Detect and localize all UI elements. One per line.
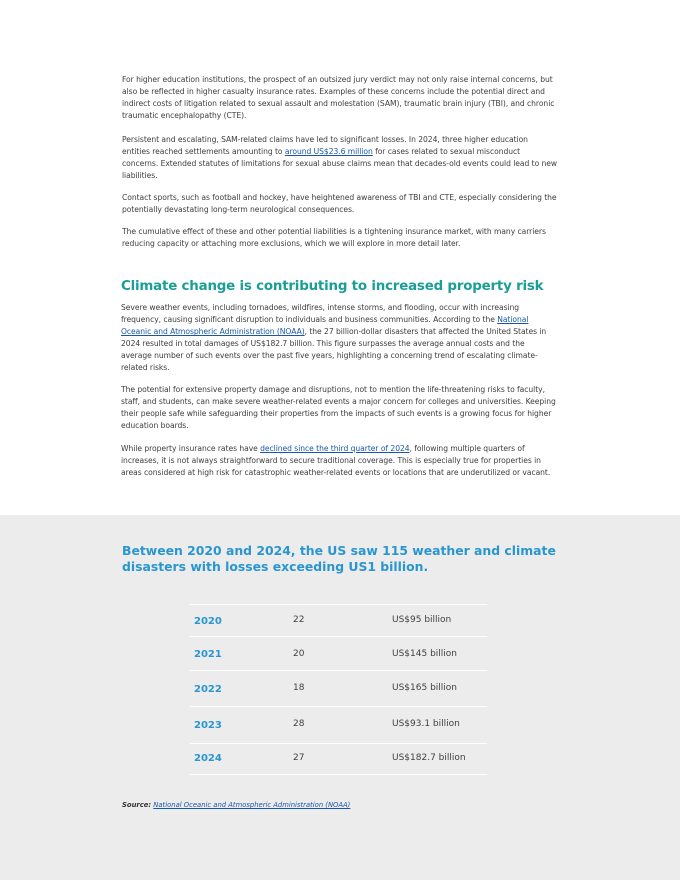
paragraph-text: for cases related to sexual misconduct concerns. Extended statutes of limitations for sexual abuse claims mean that decades-old events could lead to new liabilities. <box>122 147 558 181</box>
source-label: Source: <box>122 801 152 809</box>
count-cell: 28 <box>293 719 305 729</box>
paragraph-liability-concerns <box>122 74 558 122</box>
count-cell: 18 <box>293 683 305 693</box>
losses-cell: US$165 billion <box>392 683 457 693</box>
paragraph-contact-sports <box>122 192 558 216</box>
paragraph-sam-claims <box>122 134 558 182</box>
paragraph-property-damage <box>121 384 557 432</box>
count-cell: 20 <box>293 649 305 659</box>
losses-cell: US$93.1 billion <box>392 719 460 729</box>
table-row <box>190 670 487 707</box>
paragraph-text: Contact sports, such as football and hockey, have heightened awareness of TBI and CTE, especially considering the potentially devastating long-term neurological consequences. <box>122 193 557 215</box>
callout-title: Between 2020 and 2024, the US saw 115 weather and climate disasters with losses exceeding US1 billion. <box>122 543 556 574</box>
losses-cell: US$145 billion <box>392 649 457 659</box>
source-link[interactable]: National Oceanic and Atmospheric Administration (NOAA) <box>153 801 351 809</box>
paragraph-text: For higher education institutions, the prospect of an outsized jury verdict may not only raise internal concerns, but also be reflected in higher casualty insurance rates. Examples of these concerns include the potential direct and indirect costs of litigation related to sexual assault and molestation (SAM), traumatic brain injury (TBI), and chronic traumatic encephalopathy (CTE). <box>122 75 555 121</box>
year-cell: 2023 <box>194 720 222 731</box>
paragraph-severe-weather <box>121 302 557 375</box>
settlements-link[interactable]: around US$23.6 million <box>284 147 373 157</box>
noaa-link[interactable]: National Oceanic and Atmospheric Administration (NOAA) <box>121 315 529 337</box>
table-row <box>190 604 487 637</box>
year-cell: 2020 <box>194 616 222 627</box>
year-cell: 2022 <box>194 684 222 695</box>
table-row <box>190 636 487 671</box>
section-heading: Climate change is contributing to increased property risk <box>121 279 544 294</box>
table-row <box>190 743 487 775</box>
paragraph-text: Persistent and escalating, SAM-related claims have led to significant losses. In 2024, three higher education entities reached settlements amounting to <box>122 135 528 157</box>
source-note <box>122 801 350 809</box>
year-cell: 2021 <box>194 649 222 660</box>
paragraph-tightening-market <box>122 226 558 250</box>
table-bottom-rule <box>190 774 487 775</box>
paragraph-property-rates <box>121 443 557 479</box>
count-cell: 22 <box>293 615 305 625</box>
table-row <box>190 706 487 744</box>
paragraph-text: , the 27 billion-dollar disasters that affected the United States in 2024 resulted in total damages of US$182.7 billion. This figure surpasses the average annual costs and the average number of such events over the past five years, highlighting a concerning trend of escalating climate-related risks. <box>121 327 547 373</box>
paragraph-text: Severe weather events, including tornadoes, wildfires, intense storms, and flooding, occur with increasing frequency, causing significant disruption to individuals and business communities. According to the <box>121 303 520 325</box>
paragraph-text: , following multiple quarters of increases, it is not always straightforward to secure traditional coverage. This is especially true for properties in areas considered at high risk for catastrophic weather-related events or locations that are underutilized or vacant. <box>121 444 551 478</box>
losses-cell: US$95 billion <box>392 615 452 625</box>
rates-declined-link[interactable]: declined since the third quarter of 2024 <box>260 444 410 453</box>
paragraph-text: The potential for extensive property damage and disruptions, not to mention the life-threatening risks to faculty, staff, and students, can make severe weather-related events a major concern for colleges and universities. Keeping their people safe while safeguarding their properties from the impacts of such events is a growing focus for higher education boards. <box>121 385 556 431</box>
losses-cell: US$182.7 billion <box>392 753 466 763</box>
count-cell: 27 <box>293 753 305 763</box>
paragraph-text: While property insurance rates have <box>121 444 261 453</box>
year-cell: 2024 <box>194 753 222 764</box>
paragraph-text: The cumulative effect of these and other potential liabilities is a tightening insurance market, with many carriers reducing capacity or attaching more exclusions, which we will explore in more detail later. <box>122 227 546 249</box>
